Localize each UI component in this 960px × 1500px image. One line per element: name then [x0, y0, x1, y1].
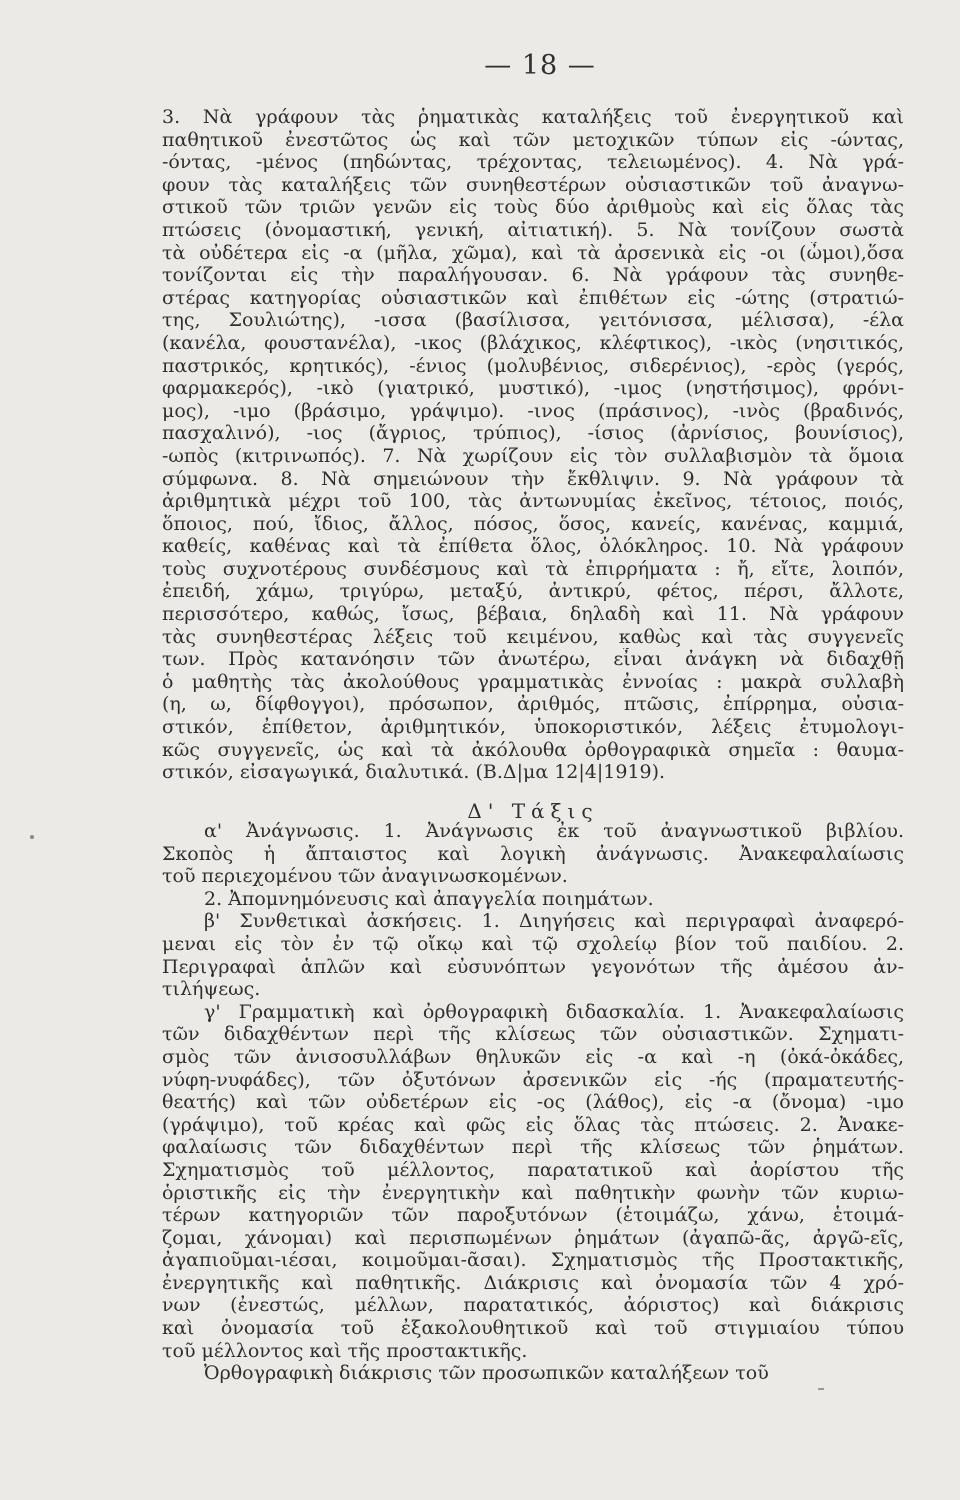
text-line: Περιγραφαὶ ἁπλῶν καὶ εὐσυνόπτων γεγονότων τῆς ἀμέσου ἀν-	[162, 955, 904, 978]
print-speck	[818, 1388, 824, 1390]
text-line: τοῦ περιεχομένου τῶν ἀναγινωσκομένων.	[162, 865, 568, 888]
text-line: των. Πρὸς κατανόησιν τῶν ἀνωτέρω, εἶναι ἀνάγκη νὰ διδαχθῇ	[162, 648, 904, 671]
text-line: τὰ οὐδέτερα εἰς -α (μῆλα, χῶμα), καὶ τὰ ἀρσενικὰ εἰς -οι (ὦμοι),ὅσα	[162, 241, 904, 264]
text-line: σμὸς τῶν ἀνισοσυλλάβων θηλυκῶν εἰς -α καὶ -η (ὀκά-ὀκάδες,	[162, 1045, 904, 1068]
text-line: φαρμακερός), -ικὸ (γιατρικό, μυστικό), -ιμος (νηστήσιμος), φρόνι-	[162, 377, 904, 400]
text-line: φουν τὰς καταλήξεις τῶν συνηθεστέρων οὐσιαστικῶν τοῦ ἀναγνω-	[162, 173, 904, 196]
text-line: στικόν, ἐπίθετον, ἀριθμητικόν, ὑποκοριστικόν, λέξεις ἐτυμολογι-	[162, 716, 904, 739]
text-line: ἀγαπιοῦμαι-ιέσαι, κοιμοῦμαι-ᾶσαι). Σχηματισμὸς τῆς Προστακτικῆς,	[162, 1249, 904, 1272]
text-line: γ' Γραμματικὴ καὶ ὀρθογραφικὴ διδασκαλία. 1. Ἀνακεφαλαίωσις	[204, 1000, 904, 1023]
text-line: Ὀρθογραφικὴ διάκρισις τῶν προσωπικῶν καταλήξεων τοῦ	[204, 1362, 769, 1385]
text-line: 2. Ἀπομνημόνευσις καὶ ἀπαγγελία ποιημάτων.	[204, 887, 654, 910]
text-line: στικοῦ τῶν τριῶν γενῶν εἰς τοὺς δύο ἀριθμοὺς καὶ εἰς ὅλας τὰς	[162, 196, 904, 219]
text-line: 3. Νὰ γράφουν τὰς ῥηματικὰς καταλήξεις τοῦ ἐνεργητικοῦ καὶ	[162, 106, 904, 128]
text-line: ὁ μαθητὴς τὰς ἀκολούθους γραμματικὰς ἐννοίας : μακρὰ συλλαβὴ	[162, 670, 904, 693]
text-line: τὰς συνηθεστέρας λέξεις τοῦ κειμένου, καθὼς καὶ τὰς συγγενεῖς	[162, 625, 904, 648]
text-line: ζομαι, χάνομαι) καὶ περισπωμένων ῥημάτων (ἀγαπῶ-ᾶς, ἀργῶ-εῖς,	[162, 1226, 904, 1249]
text-line: στέρας κατηγορίας οὐσιαστικῶν καὶ ἐπιθέτων εἰς -ώτης (στρατιώ-	[162, 286, 904, 309]
text-line: τιλήψεως.	[162, 978, 261, 1001]
text-line: καθείς, καθένας καὶ τὰ ἐπίθετα ὅλος, ὁλόκληρος. 10. Νὰ γράφουν	[162, 535, 904, 558]
margin-mark	[30, 835, 34, 839]
text-line: τῶν διδαχθέντων περὶ τῆς κλίσεως τῶν οὐσιαστικῶν. Σχηματι-	[162, 1023, 904, 1046]
text-line: ἀριθμητικὰ μέχρι τοῦ 100, τὰς ἀντωνυμίας ἐκεῖνος, τέτοιος, ποιός,	[162, 490, 904, 513]
text-line: νύφη-νυφάδες), τῶν ὀξυτόνων ἀρσενικῶν εἰς -ής (πραματευτής-	[162, 1068, 904, 1091]
text-line: στικόν, εἰσαγωγικά, διαλυτικά. (Β.Δ|μα 12|4|1919).	[162, 761, 666, 784]
text-line: φαλαίωσις τῶν διδαχθέντων περὶ τῆς κλίσεως τῶν ῥημάτων.	[162, 1136, 904, 1159]
text-line: -ωπὸς (κιτρινωπός). 7. Νὰ χωρίζουν εἰς τὸν συλλαβισμὸν τὰ ὅμοια	[162, 444, 904, 467]
text-line: τοῦ μέλλοντος καὶ τῆς προστακτικῆς.	[162, 1339, 528, 1362]
text-line: παθητικοῦ ἐνεστῶτος ὡς καὶ τῶν μετοχικῶν τύπων εἰς -ώντας,	[162, 128, 904, 151]
text-line: ἐνεργητικῆς καὶ παθητικῆς. Διάκρισις καὶ ὀνομασία τῶν 4 χρό-	[162, 1271, 904, 1294]
text-line: πασχαλινό), -ιος (ἄγριος, τρύπιος), -ίσιος (ἀρνίσιος, βουνίσιος),	[162, 422, 904, 445]
text-line: θεατής) καὶ τῶν οὐδετέρων εἰς -ος (λάθος), εἰς -α (ὄνομα) -ιμο	[162, 1091, 904, 1114]
text-line: κῶς συγγενεῖς, ὡς καὶ τὰ ἀκόλουθα ὀρθογραφικὰ σημεῖα : θαυμα-	[162, 738, 904, 761]
section-heading: Δ' Τάξις	[467, 799, 599, 823]
text-line: περισσότερο, καθώς, ἴσως, βέβαια, δηλαδὴ καὶ 11. Νὰ γράφουν	[162, 603, 904, 626]
text-line: σύμφωνα. 8. Νὰ σημειώνουν τὴν ἔκθλιψιν. 9. Νὰ γράφουν τὰ	[162, 467, 904, 490]
text-line: μος), -ιμο (βράσιμο, γράψιμο). -ινος (πράσινος), -ινὸς (βραδινός,	[162, 399, 904, 422]
text-line: (γράψιμο), τοῦ κρέας καὶ φῶς εἰς ὅλας τὰς πτώσεις. 2. Ἀνακε-	[162, 1113, 904, 1136]
page-number: — 18 —	[484, 50, 596, 81]
text-line: της, Σουλιώτης), -ισσα (βασίλισσα, γειτόνισσα, μέλισσα), -έλα	[162, 309, 904, 332]
text-line: (κανέλα, φουστανέλα), -ικος (βλάχικος, κλέφτικος), -ικὸς (νησιτικός,	[162, 331, 904, 354]
text-line: νων (ἐνεστώς, μέλλων, παρατατικός, ἀόριστος) καὶ διάκρισις	[162, 1294, 904, 1317]
text-line: β' Συνθετικαὶ ἀσκήσεις. 1. Διηγήσεις καὶ περιγραφαὶ ἀναφερό-	[204, 910, 904, 933]
text-line: ὁριστικῆς εἰς τὴν ἐνεργητικὴν καὶ παθητικὴν φωνὴν τῶν κυριω-	[162, 1181, 904, 1204]
text-line: τοὺς συχνοτέρους συνδέσμους καὶ τὰ ἐπιρρήματα : ἤ, εἴτε, λοιπόν,	[162, 557, 904, 580]
text-line: -όντας, -μένος (πηδώντας, τρέχοντας, τελειωμένος). 4. Νὰ γρά-	[162, 151, 904, 174]
text-line: τέρων κατηγοριῶν τῶν παροξυτόνων (ἑτοιμάζω, χάνω, ἑτοιμά-	[162, 1204, 904, 1227]
text-line: Σχηματισμὸς τοῦ μέλλοντος, παρατατικοῦ καὶ ἀορίστου τῆς	[162, 1158, 904, 1181]
text-line: πτώσεις (ὀνομαστική, γενική, αἰτιατική). 5. Νὰ τονίζουν σωστὰ	[162, 218, 904, 241]
text-line: (η, ω, δίφθογγοι), πρόσωπον, ἀριθμός, πτῶσις, ἐπίρρημα, οὐσια-	[162, 693, 904, 716]
paragraph-block-2	[162, 820, 904, 1385]
text-line: Σκοπὸς ἡ ἄπταιστος καὶ λογικὴ ἀνάγνωσις. Ἀνακεφαλαίωσις	[162, 842, 904, 865]
text-line: ὅποιος, πού, ἴδιος, ἄλλος, πόσος, ὅσος, κανείς, κανένας, καμμιά,	[162, 512, 904, 535]
paragraph-block-1	[162, 106, 904, 784]
text-line: τονίζονται εἰς τὴν παραλήγουσαν. 6. Νὰ γράφουν τὰς συνηθε-	[162, 264, 904, 287]
text-line: α' Ἀνάγνωσις. 1. Ἀνάγνωσις ἐκ τοῦ ἀναγνωστικοῦ βιβλίου.	[204, 820, 904, 842]
text-line: μεναι εἰς τὸν ἐν τῷ οἴκῳ καὶ τῷ σχολείῳ βίον τοῦ παιδίου. 2.	[162, 932, 904, 955]
text-line: ἐπειδή, χάμω, τριγύρω, μεταξύ, ἀντικρύ, φέτος, πέρσι, ἄλλοτε,	[162, 580, 904, 603]
text-line: καὶ ὀνομασία τοῦ ἐξακολουθητικοῦ καὶ τοῦ στιγμιαίου τύπου	[162, 1317, 904, 1340]
text-line: παστρικός, κρητικός), -ένιος (μολυβένιος, σιδερένιος), -ερὸς (γερός,	[162, 354, 904, 377]
